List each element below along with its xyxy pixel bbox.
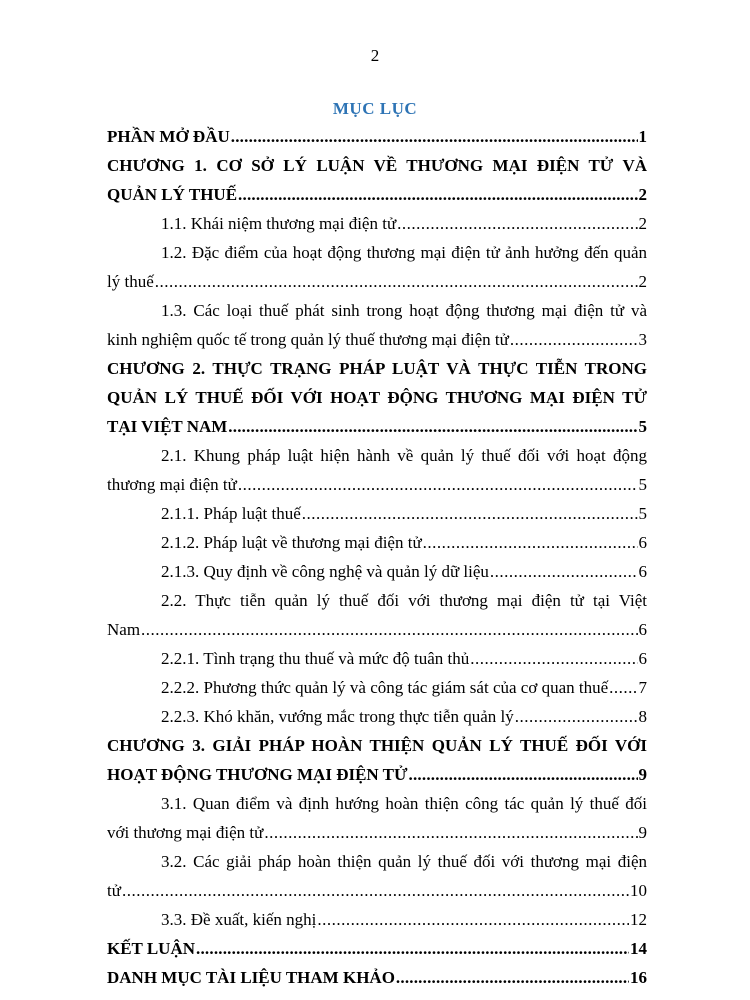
toc-entry-section[interactable]: [107, 586, 647, 644]
toc-entry-subsection[interactable]: [107, 702, 647, 731]
toc-entry-title: 2.2.2. Phương thức quản lý và công tác giám sát của cơ quan thuế: [161, 678, 609, 697]
dot-leader: [228, 412, 637, 441]
toc-page-number: 10: [630, 881, 647, 900]
toc-entry-section[interactable]: [107, 905, 647, 934]
table-of-contents: [107, 122, 647, 992]
dot-leader: [302, 499, 638, 528]
toc-entry-text-line: 3.1. Quan điểm và định hướng hoàn thiện công tác quản lý thuế đối: [161, 794, 647, 813]
toc-entry-subsection[interactable]: [107, 673, 647, 702]
toc-entry-text-line: 2.1. Khung pháp luật hiện hành về quản lý thuế đối với hoạt động: [161, 446, 647, 465]
toc-page-number: 14: [630, 939, 647, 958]
toc-page-number: 2: [638, 214, 647, 233]
dot-leader: [609, 673, 637, 702]
toc-entry-subsection[interactable]: [107, 499, 647, 528]
dot-leader: [490, 557, 638, 586]
toc-entry-chapter[interactable]: [107, 122, 647, 151]
dot-leader: [423, 528, 638, 557]
toc-entry-chapter[interactable]: [107, 731, 647, 789]
toc-page-number: 5: [638, 475, 647, 494]
dot-leader: [515, 702, 638, 731]
toc-heading: MỤC LỤC: [332, 99, 418, 118]
toc-entry-title: QUẢN LÝ THUẾ: [107, 185, 238, 204]
dot-leader: [196, 934, 629, 963]
toc-entry-text-line: CHƯƠNG 1. CƠ SỞ LÝ LUẬN VỀ THƯƠNG MẠI ĐIỆN TỬ VÀ: [107, 156, 647, 175]
toc-entry-text-line: 1.2. Đặc điểm của hoạt động thương mại điện tử ảnh hưởng đến quản: [161, 243, 647, 262]
toc-entry-section[interactable]: [107, 789, 647, 847]
toc-entry-section[interactable]: [107, 847, 647, 905]
toc-entry-chapter[interactable]: [107, 934, 647, 963]
toc-page-number: 8: [638, 707, 647, 726]
dot-leader: [510, 325, 638, 354]
toc-entry-title: 2.1.2. Pháp luật về thương mại điện tử: [161, 533, 422, 552]
dot-leader: [238, 180, 637, 209]
toc-page-number: 3: [638, 330, 647, 349]
toc-entry-title: 2.2.1. Tình trạng thu thuế và mức độ tuân thủ: [161, 649, 470, 668]
toc-entry-title: PHẦN MỞ ĐẦU: [107, 127, 230, 146]
toc-entry-title: 3.3. Đề xuất, kiến nghị: [161, 910, 317, 929]
toc-entry-title: HOẠT ĐỘNG THƯƠNG MẠI ĐIỆN TỬ: [107, 765, 408, 784]
dot-leader: [238, 470, 638, 499]
toc-entry-title: 2.2.3. Khó khăn, vướng mắc trong thực tiễn quản lý: [161, 707, 514, 726]
toc-entry-title: Nam: [107, 620, 141, 639]
toc-page-number: 16: [630, 968, 647, 987]
toc-entry-title: 1.1. Khái niệm thương mại điện tử: [161, 214, 397, 233]
toc-entry-text-line: QUẢN LÝ THUẾ ĐỐI VỚI HOẠT ĐỘNG THƯƠNG MẠI ĐIỆN TỬ: [107, 388, 647, 407]
toc-entry-title: 2.1.1. Pháp luật thuế: [161, 504, 301, 523]
dot-leader: [122, 876, 629, 905]
toc-entry-section[interactable]: [107, 238, 647, 296]
toc-entry-section[interactable]: [107, 296, 647, 354]
toc-page-number: 2: [638, 272, 647, 291]
dot-leader: [470, 644, 637, 673]
toc-entry-chapter[interactable]: [107, 354, 647, 441]
dot-leader: [396, 963, 629, 992]
toc-entry-text-line: CHƯƠNG 3. GIẢI PHÁP HOÀN THIỆN QUẢN LÝ THUẾ ĐỐI VỚI: [107, 736, 647, 755]
toc-entry-title: 2.1.3. Quy định về công nghệ và quản lý dữ liệu: [161, 562, 489, 581]
toc-page-number: 5: [638, 504, 647, 523]
toc-entry-subsection[interactable]: [107, 557, 647, 586]
toc-page-number: 5: [638, 417, 647, 436]
toc-page-number: 6: [638, 649, 647, 668]
toc-entry-text-line: 1.3. Các loại thuế phát sinh trong hoạt động thương mại điện tử và: [161, 301, 647, 320]
toc-page-number: 2: [638, 185, 647, 204]
toc-entry-title: DANH MỤC TÀI LIỆU THAM KHẢO: [107, 968, 395, 987]
toc-entry-chapter[interactable]: [107, 963, 647, 992]
dot-leader: [231, 122, 638, 151]
dot-leader: [409, 760, 638, 789]
toc-entry-title: kinh nghiệm quốc tế trong quản lý thuế thương mại điện tử: [107, 330, 509, 349]
toc-page-number: 6: [638, 562, 647, 581]
toc-entry-text-line: 3.2. Các giải pháp hoàn thiện quản lý thuế đối với thương mại điện: [161, 852, 647, 871]
dot-leader: [141, 615, 637, 644]
toc-entry-section[interactable]: [107, 441, 647, 499]
toc-page-number: 9: [638, 765, 647, 784]
toc-entry-title: KẾT LUẬN: [107, 939, 196, 958]
toc-entry-text-line: CHƯƠNG 2. THỰC TRẠNG PHÁP LUẬT VÀ THỰC TIỄN TRONG: [107, 359, 647, 378]
dot-leader: [397, 209, 637, 238]
toc-entry-text-line: 2.2. Thực tiễn quản lý thuế đối với thương mại điện tử tại Việt: [161, 591, 647, 610]
toc-entry-section[interactable]: [107, 209, 647, 238]
toc-entry-title: thương mại điện tử: [107, 475, 237, 494]
toc-entry-chapter[interactable]: [107, 151, 647, 209]
page-number: 2: [370, 46, 380, 65]
toc-entry-title: tử: [107, 881, 121, 900]
toc-page-number: 7: [638, 678, 647, 697]
toc-entry-title: lý thuế: [107, 272, 154, 291]
dot-leader: [155, 267, 638, 296]
toc-page-number: 1: [638, 127, 647, 146]
toc-page-number: 12: [630, 910, 647, 929]
toc-page-number: 9: [638, 823, 647, 842]
toc-entry-title: TẠI VIỆT NAM: [107, 417, 228, 436]
toc-page-number: 6: [638, 620, 647, 639]
dot-leader: [264, 818, 637, 847]
toc-entry-subsection[interactable]: [107, 528, 647, 557]
toc-entry-title: với thương mại điện tử: [107, 823, 264, 842]
toc-entry-subsection[interactable]: [107, 644, 647, 673]
toc-page-number: 6: [638, 533, 647, 552]
dot-leader: [317, 905, 629, 934]
